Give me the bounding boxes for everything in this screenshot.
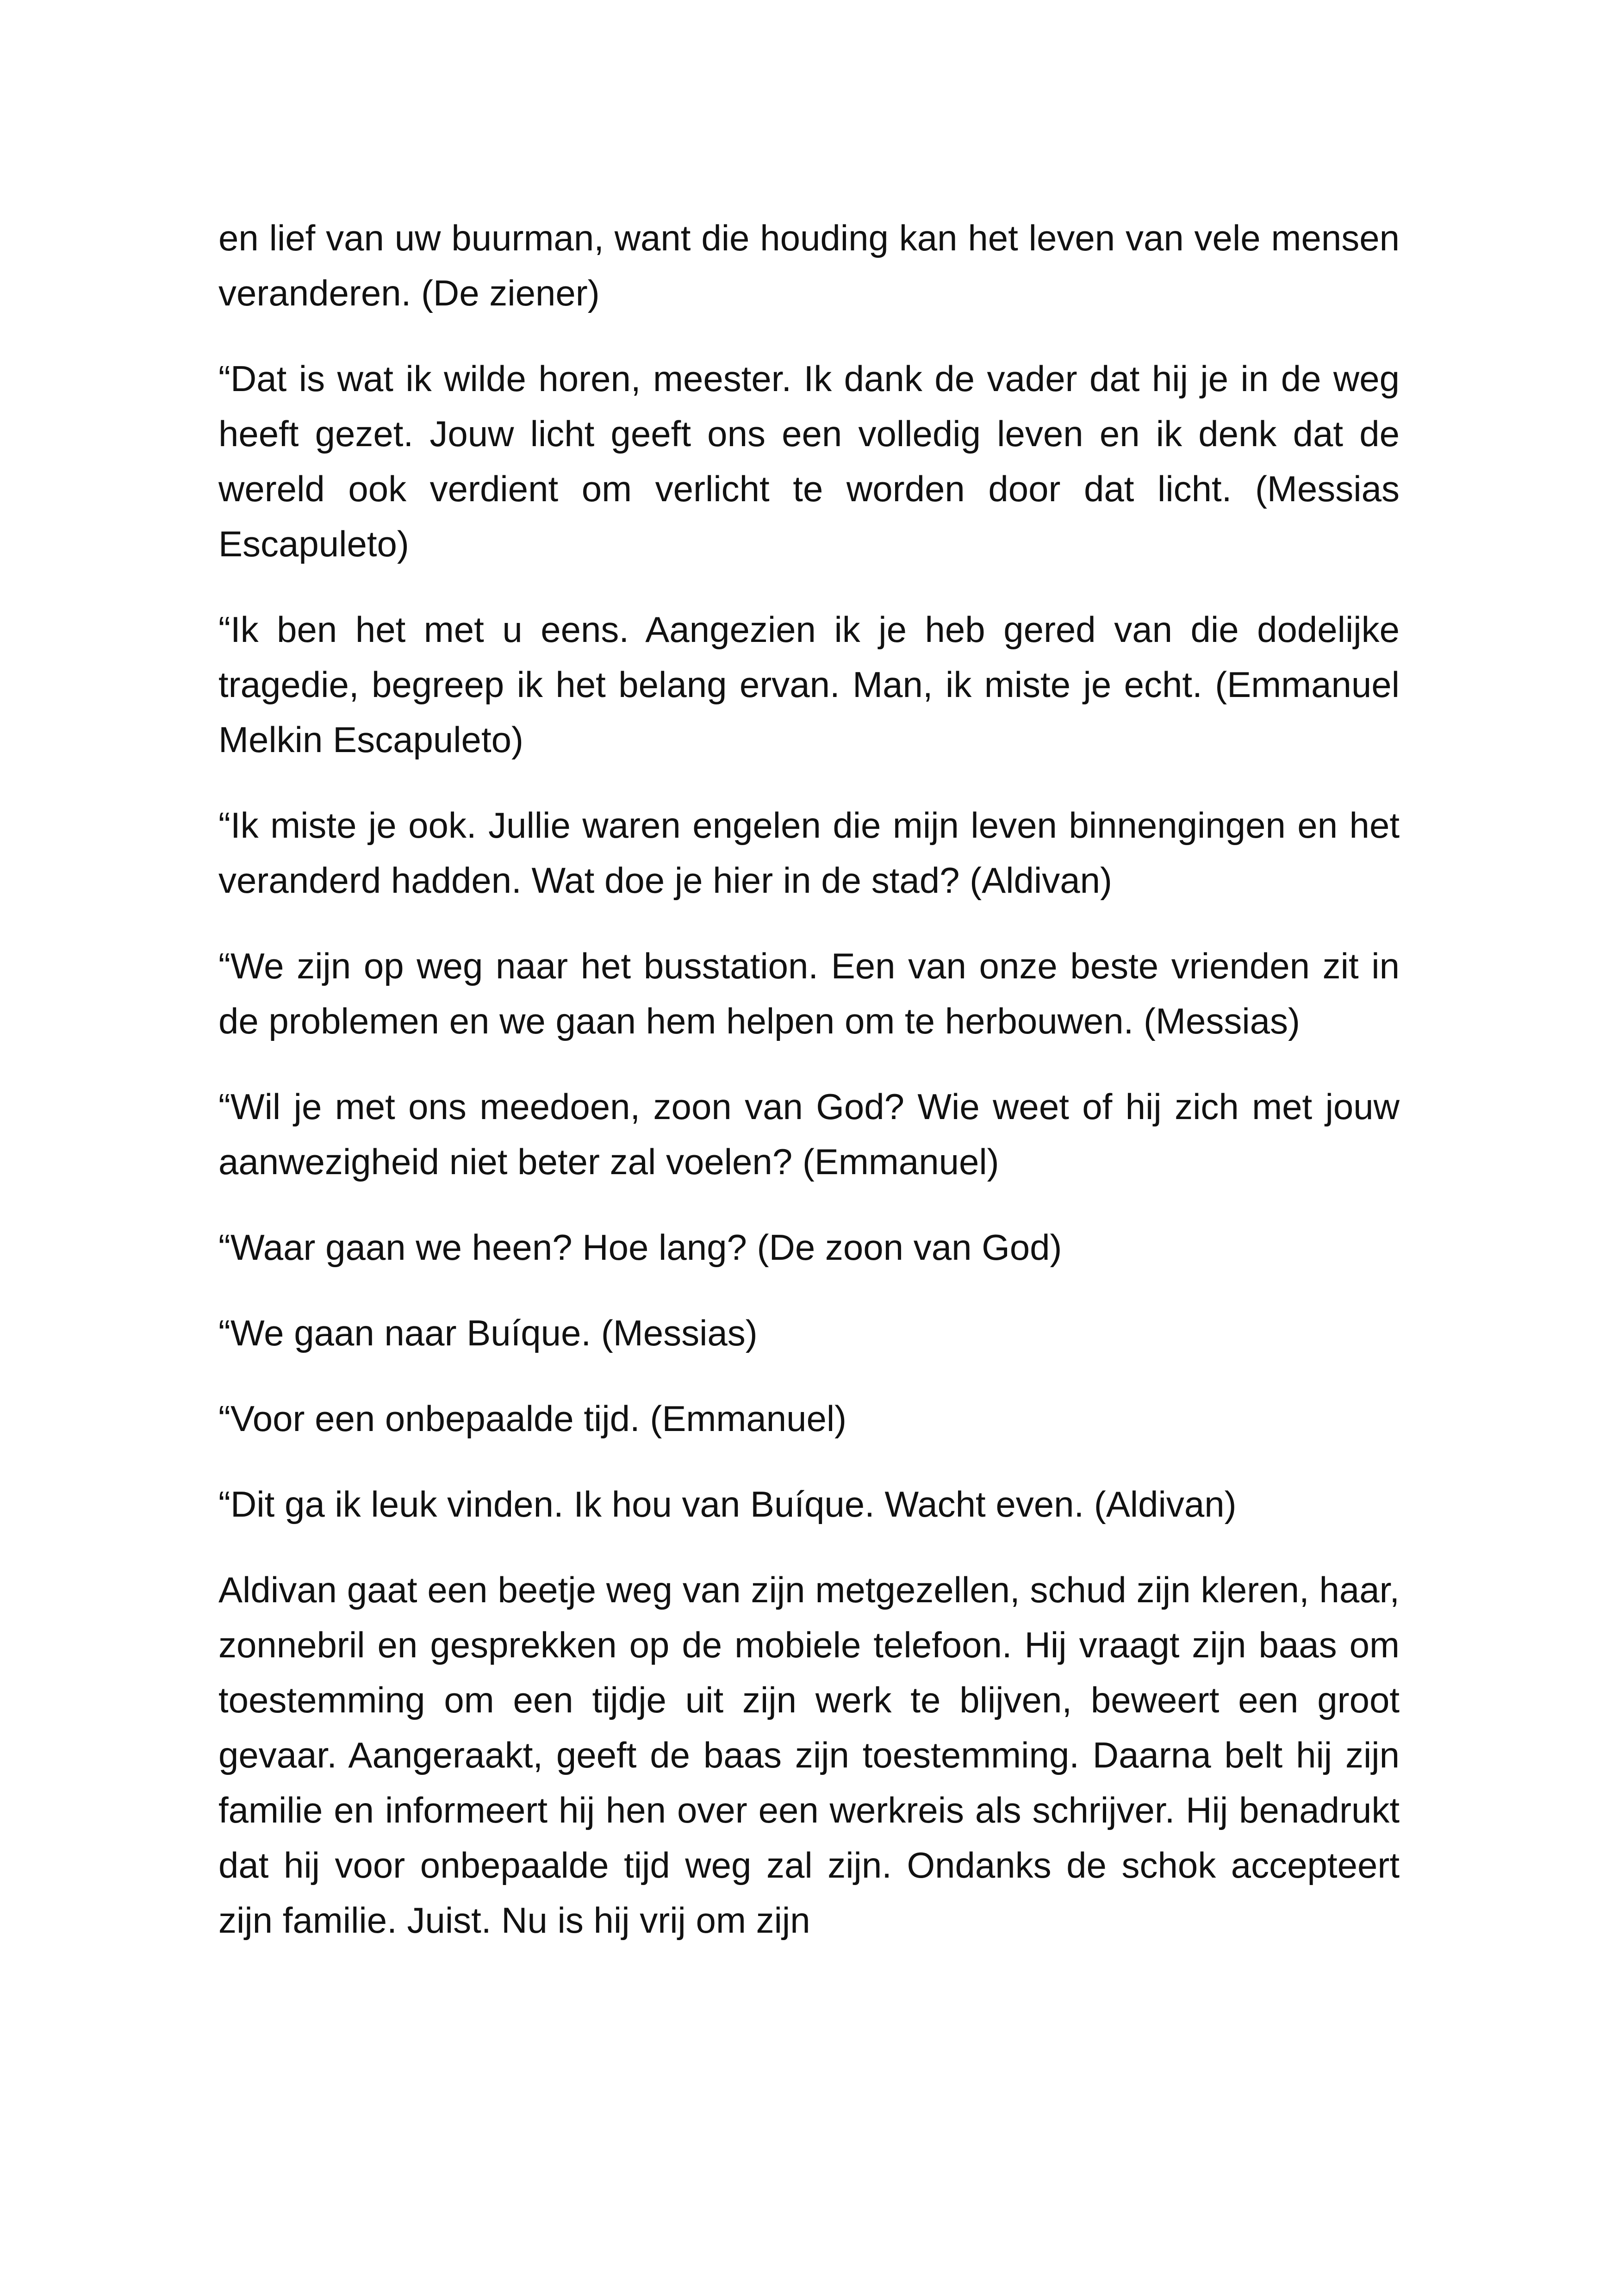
paragraph: “Dit ga ik leuk vinden. Ik hou van Buíque. Wacht even. (Aldivan): [218, 1484, 1237, 1524]
paragraph: “Dat is wat ik wilde horen, meester. Ik dank de vader dat hij je in de weg heeft gezet. Jouw licht geeft ons een volledig leven en ik denk dat de wereld ook verdient om verlicht te worden door dat licht. (Messias Escapuleto): [218, 358, 1400, 564]
body-text: [218, 211, 1400, 1979]
paragraph: “Wil je met ons meedoen, zoon van God? Wie weet of hij zich met jouw aanwezigheid niet beter zal voelen? (Emmanuel): [218, 1086, 1400, 1182]
paragraph: en lief van uw buurman, want die houding kan het leven van vele mensen veranderen. (De ziener): [218, 218, 1400, 313]
paragraph: “Waar gaan we heen? Hoe lang? (De zoon van God): [218, 1227, 1062, 1268]
paragraph: “We gaan naar Buíque. (Messias): [218, 1313, 758, 1353]
paragraph: “Ik miste je ook. Jullie waren engelen die mijn leven binnengingen en het veranderd hadden. Wat doe je hier in de stad? (Aldivan): [218, 805, 1400, 901]
paragraph: “Ik ben het met u eens. Aangezien ik je heb gered van die dodelijke tragedie, begreep ik het belang ervan. Man, ik miste je echt. (Emmanuel Melkin Escapuleto): [218, 609, 1400, 760]
paragraph: Aldivan gaat een beetje weg van zijn metgezellen, schud zijn kleren, haar, zonnebril en gesprekken op de mobiele telefoon. Hij vraagt zijn baas om toestemming om een tijdje uit zijn werk te blijven, beweert een groot gevaar. Aangeraakt, geeft de baas zijn toestemming. Daarna belt hij zijn familie en informeert hij hen over een werkreis als schrijver. Hij benadrukt dat hij voor onbepaalde tijd weg zal zijn. Ondanks de schok accepteert zijn familie. Juist. Nu is hij vrij om zijn: [218, 1569, 1400, 1941]
paragraph: “Voor een onbepaalde tijd. (Emmanuel): [218, 1398, 847, 1439]
paragraph: “We zijn op weg naar het busstation. Een van onze beste vrienden zit in de problemen en we gaan hem helpen om te herbouwen. (Messias): [218, 946, 1400, 1041]
